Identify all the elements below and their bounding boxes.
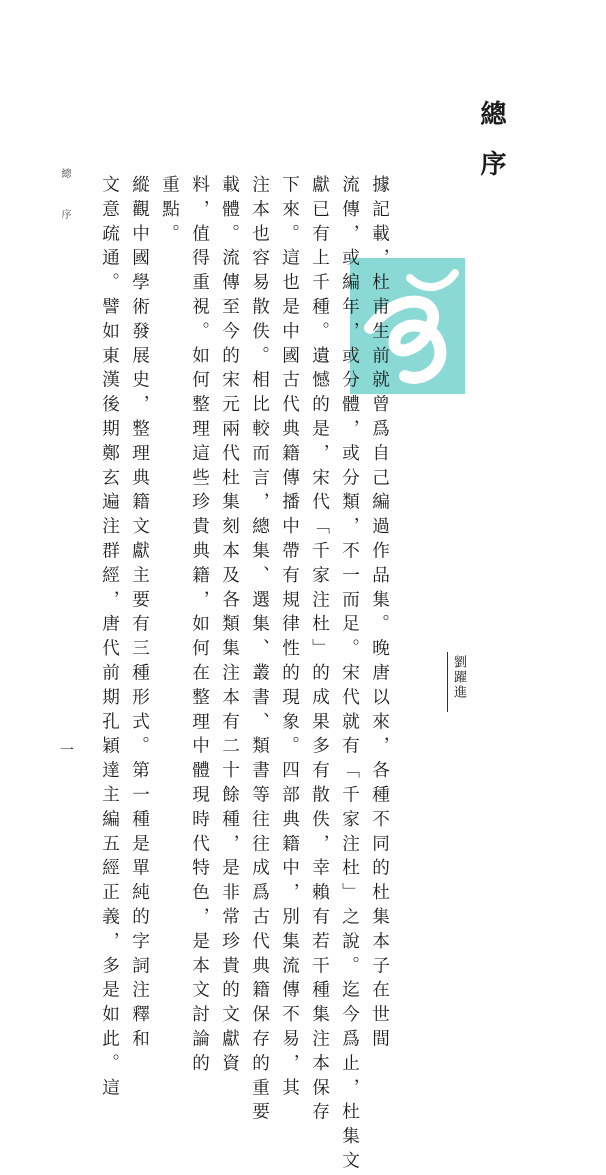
watermark-logo bbox=[350, 258, 465, 394]
body-column: 文意疏通。譬如東漢後期鄭玄遍注群經，唐代前期孔穎達主編五經正義，多是如此。這 bbox=[99, 175, 120, 1103]
body-column: 注本也容易散佚。相比較而言，總集、選集、叢書、類書等往往成爲古代典籍保存的重要 bbox=[249, 175, 270, 1127]
page-number: 一 bbox=[60, 743, 74, 759]
body-column: 獻已有上千種。遺憾的是，宋代「千家注杜」的成果多有散佚，幸賴有若干種集注本保存 bbox=[309, 175, 330, 1127]
body-column: 據記載，杜甫生前就曾爲自己編過作品集。晚唐以來，各種不同的杜集本子在世間 bbox=[369, 175, 390, 1054]
body-column: 料，值得重視。如何整理這些珍貴典籍，如何在整理中體現時代特色，是本文討論的 bbox=[189, 175, 210, 1078]
body-column: 流傳，或編年，或分體，或分類，不一而足。宋代就有「千家注杜」之說。迄今爲止，杜集文 bbox=[339, 175, 360, 1175]
author-name: 劉躍進 bbox=[451, 655, 466, 700]
body-column: 載體。流傳至今的宋元兩代杜集刻本及各類集注本有二十餘種，是非常珍貴的文獻資 bbox=[219, 175, 240, 1078]
swirl-logo-icon bbox=[350, 258, 465, 394]
body-column: 重點。 bbox=[159, 175, 180, 249]
body-column: 縱觀中國學術發展史，整理典籍文獻主要有三種形式。第一種是單純的字詞注釋和 bbox=[129, 175, 150, 1054]
running-head: 總 序 bbox=[59, 168, 70, 229]
author-rule bbox=[447, 652, 448, 712]
body-column: 下來。這也是中國古代典籍傳播中帶有規律性的現象。四部典籍中，別集流傳不易，其 bbox=[279, 175, 300, 1103]
page-title: 總序 bbox=[476, 100, 506, 200]
